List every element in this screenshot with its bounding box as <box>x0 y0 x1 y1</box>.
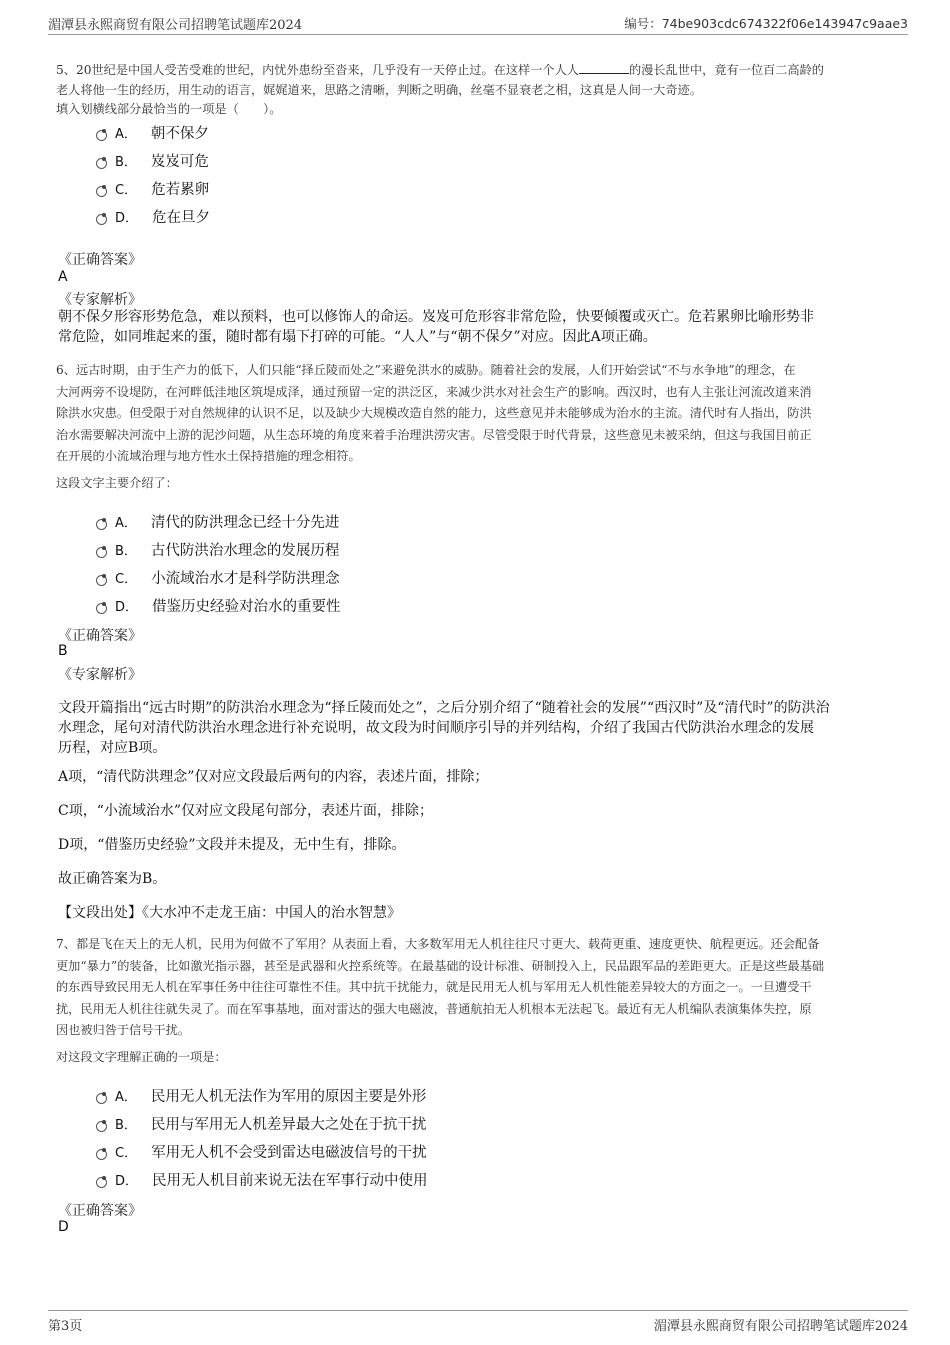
q5-option-d[interactable]: D． 危在旦夕 <box>96 205 210 227</box>
q7-answer: D <box>58 1219 69 1235</box>
footer-title: 湄潭县永熙商贸有限公司招聘笔试题库2024 <box>653 1319 908 1334</box>
q7-question: 对这段文字理解正确的一项是： <box>56 1050 227 1064</box>
radio-icon[interactable] <box>96 130 107 141</box>
q5-option-c[interactable]: C． 危若累卵 <box>96 177 209 199</box>
q5-option-a[interactable]: A． 朝不保夕 <box>96 121 209 143</box>
q6-note-d: D项，“借鉴历史经验”文段并未提及，无中生有，排除。 <box>58 837 406 853</box>
q6-option-c[interactable]: C． 小流域治水才是科学防洪理念 <box>96 566 340 588</box>
q5-answer: A <box>58 269 68 285</box>
q7-option-a[interactable]: A． 民用无人机无法作为军用的原因主要是外形 <box>96 1084 426 1106</box>
radio-icon[interactable] <box>96 547 107 558</box>
q6-option-b[interactable]: B． 古代防洪治水理念的发展历程 <box>96 538 339 560</box>
radio-icon[interactable] <box>96 186 107 197</box>
radio-icon[interactable] <box>96 603 107 614</box>
radio-icon[interactable] <box>96 158 107 169</box>
radio-icon[interactable] <box>96 1121 107 1132</box>
q5-answer-label: 《正确答案》 <box>58 252 142 268</box>
q6-answer-label: 《正确答案》 <box>58 628 142 644</box>
page-number: 第3页 <box>48 1319 83 1334</box>
radio-icon[interactable] <box>96 1177 107 1188</box>
page-header <box>48 12 908 35</box>
q6-note-a: A项，“清代防洪理念”仅对应文段最后两句的内容，表述片面，排除； <box>58 769 489 785</box>
radio-icon[interactable] <box>96 214 107 225</box>
q5-analysis: 朝不保夕形容形势危急，难以预料，也可以修饰人的命运。岌岌可危形容非常危险，快要倾覆或灭亡。危若累卵比喻形势非 常危险，如同堆起来的蛋，随时都有塌下打碎的可能。“人人”与“朝不保夕”对应。因此A项正确。 <box>58 309 814 345</box>
q6-conclusion: 故正确答案为B。 <box>58 871 167 887</box>
header-code: 编号：74be903cdc674322f06e143947c9aae3 <box>624 16 908 31</box>
q6-option-d[interactable]: D． 借鉴历史经验对治水的重要性 <box>96 594 341 616</box>
q5-stem-line1: 5、20世纪是中国人受苦受难的世纪，内忧外患纷至沓来，几乎没有一天停止过。在这样一个人人 的漫长乱世中，竟有一位百二高龄的 <box>56 59 916 82</box>
radio-icon[interactable] <box>96 575 107 586</box>
q7-passage: 7、都是飞在天上的无人机，民用为何做不了军用？从表面上看，大多数军用无人机往往尺寸更大、载荷更重、速度更快、航程更远。还会配备 更加“暴力”的装备，比如激光指示器，甚至是武器和火控系统等。在最基础的设计标准、研制投入上，民品跟军品的差距更大。正是这些最基础 的东西导致民用无人机在军事任务中往往可靠性不佳。其中抗干扰能力，就是民用无人机与军用无人机性能差异较大的方面之一。一旦遭受干 扰，民用无人机往往就失灵了。而在军事基地，面对雷达的强大电磁波，普通航拍无人机根本无法起飞。最近有无人机编队表演集体失控，原 因也被归咎于信号干扰。 <box>56 937 825 1038</box>
q6-analysis: 文段开篇指出“远古时期”的防洪治水理念为“择丘陵而处之”，之后分别介绍了“随着社会的发展”“西汉时”及“清代时”的防洪治 水理念，尾句对清代防洪治水理念进行补充说明，故文段为时间顺序引导的并列结构，介绍了我国古代防洪治水理念的发展 历程，对应B项。 <box>58 700 830 756</box>
q6-answer: B <box>58 643 68 659</box>
radio-icon[interactable] <box>96 519 107 530</box>
q6-analysis-label: 《专家解析》 <box>58 667 142 683</box>
q5-option-b[interactable]: B． 岌岌可危 <box>96 149 209 171</box>
radio-icon[interactable] <box>96 1093 107 1104</box>
q5-stem <box>56 59 916 121</box>
header-title: 湄潭县永熙商贸有限公司招聘笔试题库2024 <box>48 18 303 33</box>
q6-question: 这段文字主要介绍了： <box>56 476 178 490</box>
q5-stem-line3: 填入划横线部分最恰当的一项是（ ）。 <box>56 102 282 117</box>
q5-analysis-label: 《专家解析》 <box>58 292 142 308</box>
q6-option-a[interactable]: A． 清代的防洪理念已经十分先进 <box>96 510 339 532</box>
q5-blank <box>579 59 629 74</box>
q7-option-d[interactable]: D． 民用无人机目前来说无法在军事行动中使用 <box>96 1168 428 1190</box>
q6-passage: 6、远古时期，由于生产力的低下，人们只能“择丘陵而处之”来避免洪水的威胁。随着社会的发展，人们开始尝试“不与水争地”的理念，在 大河两旁不设堤防，在河畔低洼地区筑堤成泽，通过预留一定的洪泛区，来减少洪水对社会生产的影响。西汉时，也有人主张让河流改道来消 除洪水灾患。但受限于对自然规律的认识不足，以及缺少大规模改造自然的能力，这些意见并未能够成为治水的主流。清代时有人指出，防洪 治水需要解决河流中上游的泥沙问题，从生态环境的角度来着手治理洪涝灾害。尽管受限于时代背景，这些意见未被采纳，但这与我国目前正 在开展的小流域治理与地方性水土保持措施的理念相符。 <box>56 363 812 464</box>
q7-answer-label: 《正确答案》 <box>58 1203 142 1219</box>
page-footer <box>48 1310 908 1335</box>
q7-option-b[interactable]: B． 民用与军用无人机差异最大之处在于抗干扰 <box>96 1112 426 1134</box>
q5-stem-line2: 老人将他一生的经历，用生动的语言，娓娓道来，思路之清晰，判断之明确，丝毫不显衰老之相，这真是人间一大奇迹。 <box>56 82 702 97</box>
q7-option-c[interactable]: C． 军用无人机不会受到雷达电磁波信号的干扰 <box>96 1140 427 1162</box>
radio-icon[interactable] <box>96 1149 107 1160</box>
q6-note-c: C项，“小流域治水”仅对应文段尾句部分，表述片面，排除； <box>58 803 434 819</box>
q6-source: 【文段出处】《大水冲不走龙王庙：中国人的治水智慧》 <box>58 905 401 921</box>
